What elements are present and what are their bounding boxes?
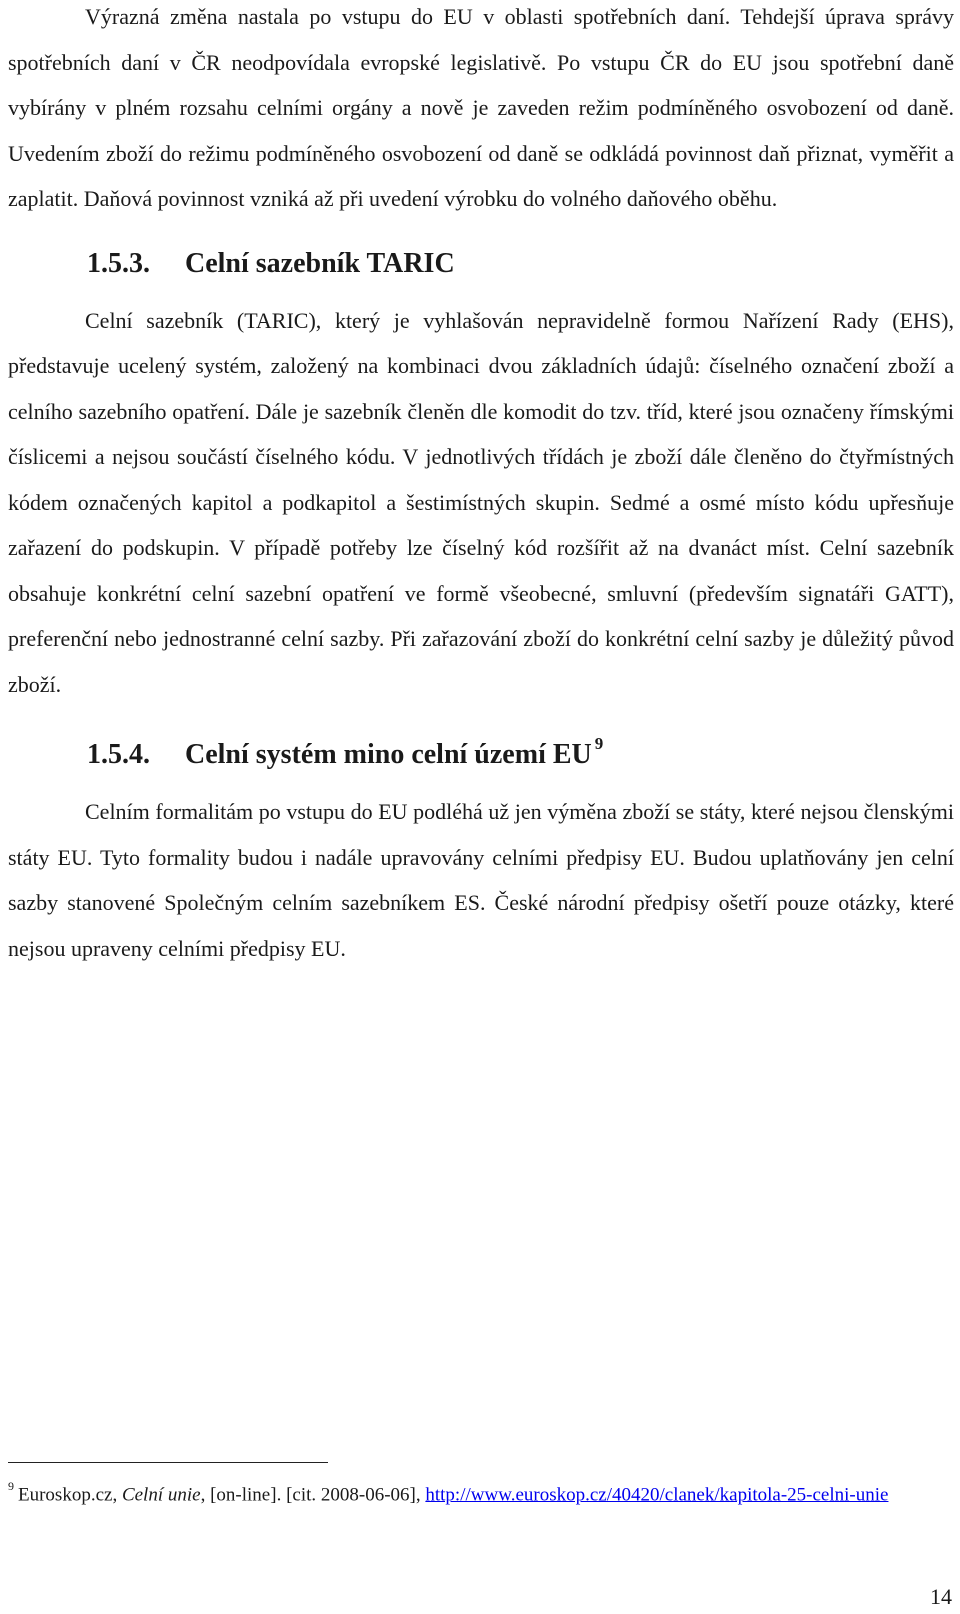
paragraph-spotrebni-dane: Výrazná změna nastala po vstupu do EU v oblasti spotřebních daní. Tehdejší úprava správy spotřebních daní v ČR neodpovídala evropské legislativě. Po vstupu ČR do EU jsou spotřební daně vybírány v plném rozsahu celními orgány a nově je zaveden režim podmíněného osvobození od daně. Uvedením zboží do režimu podmíněného osvobození od daně se odkládá povinnost daň přiznat, vyměřit a zaplatit. Daňová povinnost vzniká až při uvedení výrobku do volného daňového oběhu. bbox=[8, 4, 954, 211]
footnote-separator bbox=[8, 1462, 328, 1463]
footnote-link[interactable]: http://www.euroskop.cz/40420/clanek/kapitola-25-celni-unie bbox=[425, 1484, 889, 1506]
section-number: 1.5.3. bbox=[87, 247, 150, 279]
paragraph-celni-system: Celním formalitám po vstupu do EU podléhá už jen výměna zboží se státy, které nejsou členskými státy EU. Tyto formality budou i nadále upravovány celními předpisy EU. Budou uplatňovány jen celní sazby stanovené Společným celním sazebníkem ES. České národní předpisy ošetří pouze otázky, které nejsou upraveny celními předpisy EU. bbox=[8, 799, 954, 961]
footnote-title: Celní unie bbox=[121, 1484, 201, 1506]
section-number: 1.5.4. bbox=[87, 739, 150, 770]
footnote-marker: 9 bbox=[8, 1479, 14, 1493]
page-number: 14 bbox=[930, 1584, 952, 1609]
section-heading-1-5-4 bbox=[8, 733, 954, 773]
footnote-source: Euroskop.cz, bbox=[18, 1484, 122, 1506]
paragraph-taric: Celní sazebník (TARIC), který je vyhlašován nepravidelně formou Nařízení Rady (EHS), představuje ucelený systém, založený na kombinaci dvou základních údajů: číselného označení zboží a celního sazebního opatření. Dále je sazebník členěn dle komodit do tzv. tříd, které jsou označeny římskými číslicemi a nejsou součástí číselného kódu. V jednotlivých třídách je zboží dále členěno do čtyřmístných kódem označených kapitol a podkapitol a šestimístných skupin. Sedmé a osmé místo kódu upřesňuje zařazení do podskupin. V případě potřeby lze číselný kód rozšířit až na dvanáct míst. Celní sazebník obsahuje konkrétní celní sazební opatření ve formě všeobecné, smluvní (především signatáři GATT), preferenční nebo jednostranné celní sazby. Při zařazování zboží do konkrétní celní sazby je důležitý původ zboží. bbox=[8, 307, 954, 697]
document-page bbox=[8, 0, 954, 971]
footnote-reference[interactable]: 9 bbox=[594, 733, 604, 753]
section-title-text: Celní systém mino celní území EU bbox=[185, 739, 592, 770]
section-title: Celní sazebník TARIC bbox=[185, 247, 455, 279]
footnote-details: , [on-line]. [cit. 2008-06-06], bbox=[200, 1484, 426, 1506]
footnote bbox=[8, 1470, 954, 1514]
section-heading-1-5-3 bbox=[8, 246, 954, 282]
section-title bbox=[185, 733, 604, 773]
